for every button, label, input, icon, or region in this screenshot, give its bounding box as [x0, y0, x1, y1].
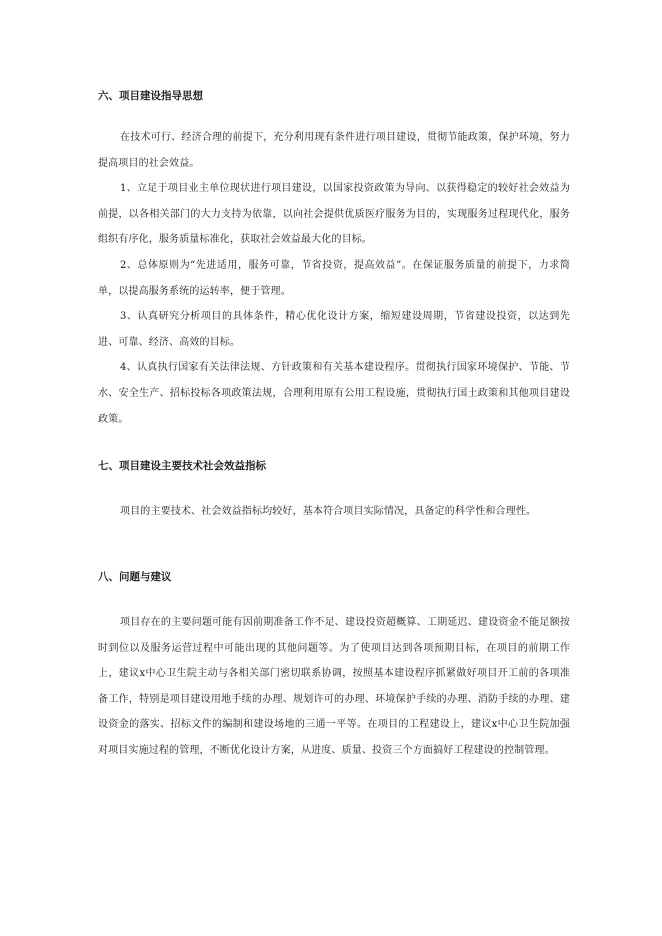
section-technical-indicators — [98, 459, 570, 525]
paragraph: 项目存在的主要问题可能有因前期准备工作不足、建设投资超概算、工期延迟、建设资金不能足额按时到位以及服务运营过程中可能出现的其他问题等。为了使项目达到各项预期目标，在项目的前期工作上，建议x中心卫生院主动与各相关部门密切联系协调，按照基本建设程序抓紧做好项目开工前的各项准备工作，特别是项目建设用地手续的办理、规划许可的办理、环境保护手续的办理、消防手续的办理、建设资金的落实、招标文件的编制和建设场地的三通一平等。在项目的工程建设上，建议x中心卫生院加强对项目实施过程的管理，不断优化设计方案，从进度、质量、投资三个方面搞好工程建设的控制管理。 — [98, 617, 570, 756]
paragraph: 3、认真研究分析项目的具体条件，精心优化设计方案，缩短建设周期，节省建设投资，以达到先进、可靠、经济、高效的目标。 — [98, 311, 570, 348]
section-problems-suggestions — [98, 570, 570, 764]
section-heading: 七、项目建设主要技术社会效益指标 — [98, 460, 266, 472]
section-heading: 六、项目建设指导思想 — [98, 90, 203, 102]
section-heading: 八、问题与建议 — [98, 571, 172, 583]
paragraph: 4、认真执行国家有关法律法规、方针政策和有关基本建设程序。贯彻执行国家环境保护、节能、节水、安全生产、招标投标各项政策法规，合理利用原有公用工程设施，贯彻执行国土政策和其他项目建设政策。 — [98, 362, 570, 425]
paragraph: 1、立足于项目业主单位现状进行项目建设，以国家投资政策为导向、以获得稳定的较好社会效益为前提，以各相关部门的大力支持为依靠，以向社会提供优质医疗服务为目的，实现服务过程现代化，服务组织有序化，服务质量标准化，获取社会效益最大化的目标。 — [98, 183, 570, 246]
paragraph: 2、总体原则为“先进适用，服务可靠，节省投资，提高效益”。在保证服务质量的前提下，力求简单，以提高服务系统的运转率，便于管理。 — [98, 259, 570, 297]
paragraph: 在技术可行、经济合理的前提下，充分利用现有条件进行项目建设，贯彻节能政策，保护环境，努力提高项目的社会效益。 — [98, 132, 570, 169]
paragraph: 项目的主要技术、社会效益指标均较好，基本符合项目实际情况，具备定的科学性和合理性。 — [120, 506, 537, 517]
section-guiding-ideology — [98, 89, 570, 432]
